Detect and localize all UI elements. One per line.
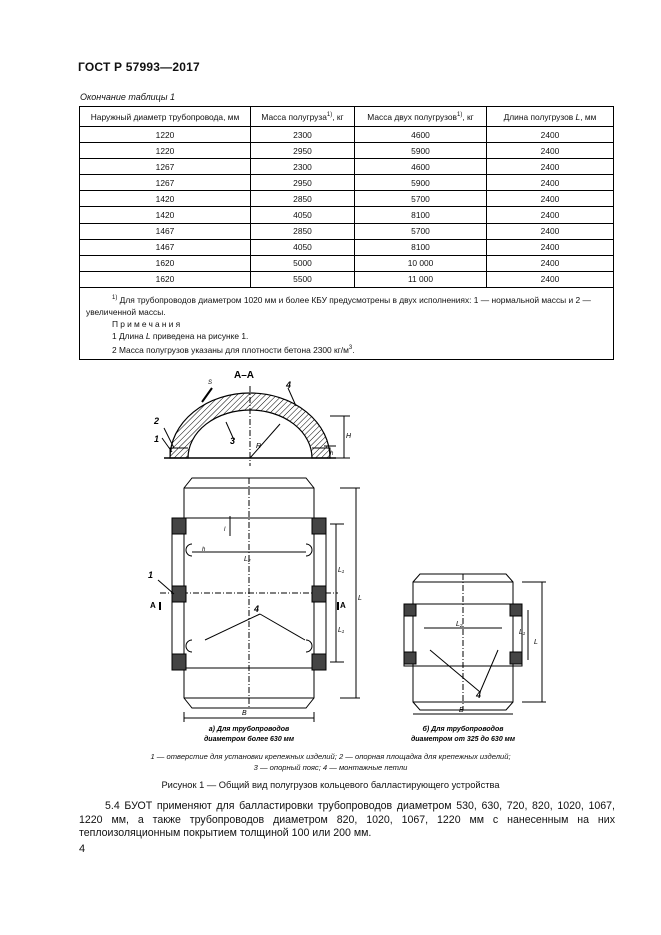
- callout-4-small: 4: [476, 690, 482, 700]
- legend-line-1: 1 — отверстие для установки крепежных изделий; 2 — опорная площадка для крепежных изделий;: [150, 752, 511, 761]
- dim-L1-large-a: L₁: [338, 567, 345, 574]
- table-cell: 1467: [80, 239, 251, 255]
- table-cell: 5900: [355, 175, 487, 191]
- table-cell: 1267: [80, 159, 251, 175]
- callout-4-plan: 4: [254, 604, 260, 614]
- dim-l-large: l: [224, 527, 226, 533]
- dim-L1-small: L₁: [519, 629, 526, 636]
- table-notes: [80, 287, 614, 359]
- table-cell: 5700: [355, 223, 487, 239]
- table-cell: 2400: [487, 191, 614, 207]
- dim-B-small: В: [459, 707, 464, 714]
- table-cell: 4600: [355, 127, 487, 143]
- col-header-length: Длина полугрузов L, мм: [487, 107, 614, 127]
- plan-view-small: [404, 574, 546, 714]
- plan-view-large: [158, 478, 360, 722]
- callout-1-top: 1: [154, 434, 160, 444]
- dim-L-small: L: [534, 639, 538, 646]
- table-cell: 1220: [80, 127, 251, 143]
- legend-line-2: 3 — опорный пояс; 4 — монтажные петли: [253, 763, 408, 772]
- table-cell: 1620: [80, 255, 251, 271]
- table-cell: 2400: [487, 239, 614, 255]
- table-cell: 2400: [487, 127, 614, 143]
- table-row: [80, 175, 614, 191]
- table-cell: 5500: [251, 271, 355, 287]
- note-2: 2 Масса полугрузов указаны для плотности бетона 2300 $кг/м^3$.: [112, 344, 355, 355]
- figure-legend: [0, 751, 661, 773]
- dim-h-section: h: [330, 451, 334, 457]
- table-cell: 2400: [487, 223, 614, 239]
- table-cell: 1220: [80, 143, 251, 159]
- dim-L2-large: L₂: [244, 556, 251, 563]
- table-cell: 2400: [487, 271, 614, 287]
- dim-H-section: Н: [346, 433, 352, 440]
- page-number: 4: [79, 843, 86, 855]
- figure-caption: Рисунок 1 — Общий вид полугрузов кольцевого балластирующего устройства: [161, 780, 500, 790]
- dim-B-large: В: [242, 710, 247, 717]
- table-cell: 8100: [355, 207, 487, 223]
- table-cell: 2850: [251, 191, 355, 207]
- table-cell: 8100: [355, 239, 487, 255]
- table-cell: 1420: [80, 207, 251, 223]
- table-cell: 1267: [80, 175, 251, 191]
- callout-4-top: 4: [286, 380, 292, 390]
- table-cell: 2400: [487, 255, 614, 271]
- table-row: [80, 191, 614, 207]
- table-row: [80, 271, 614, 287]
- figure-drawing: [130, 366, 550, 751]
- table-row: [80, 159, 614, 175]
- paragraph-5-4: 5.4 БУОТ применяют для балластировки трубопроводов диаметром 530, 630, 720, 820, 1020, 1067, 1220 мм, а также трубопроводов диаметром 820, 1020, 1067, 1220 мм с нанесенным на них теплоизоляционным покрытием толщиной 100 или 200 мм.: [79, 800, 615, 840]
- subcaption-b-line2: диаметром от 325 до 630 мм: [410, 736, 516, 743]
- notes-title: Примечания: [112, 318, 183, 329]
- dim-L2-small: L₂: [456, 621, 463, 628]
- arrow-label-left: А: [150, 601, 156, 610]
- table-footnote: $^{1)}$ Для трубопроводов диаметром 1020 мм и более КБУ предусмотрены в двух исполнениях: 1 — нормальной массы и 2 — увеличенной массы.: [86, 294, 591, 317]
- note-1: 1 Длина L приведена на рисунке 1.: [112, 330, 249, 341]
- table-cell: 4050: [251, 207, 355, 223]
- subcaption-a-line2: диаметром более 630 мм: [203, 736, 295, 743]
- table-row: [80, 143, 614, 159]
- table-caption: Окончание таблицы 1: [80, 92, 175, 102]
- table-header-row: [80, 107, 614, 127]
- table-cell: 4600: [355, 159, 487, 175]
- table-row: [80, 127, 614, 143]
- table-row: [80, 255, 614, 271]
- table-cell: 5900: [355, 143, 487, 159]
- subcaption-b-line1: б) Для трубопроводов: [422, 726, 504, 733]
- table-cell: 10 000: [355, 255, 487, 271]
- dim-L1-large-b: L₁: [338, 627, 345, 634]
- dim-h-large: h: [202, 547, 206, 553]
- table-cell: 2850: [251, 223, 355, 239]
- table-row: [80, 239, 614, 255]
- table-cell: 11 000: [355, 271, 487, 287]
- body-paragraph: [79, 800, 615, 841]
- section-view: [162, 386, 350, 466]
- section-label: А–А: [234, 370, 255, 381]
- document-header: ГОСТ Р 57993—2017: [78, 60, 200, 74]
- table-row: [80, 223, 614, 239]
- callout-3: 3: [230, 436, 236, 446]
- table-cell: 4050: [251, 239, 355, 255]
- table-cell: 5700: [355, 191, 487, 207]
- table-cell: 2400: [487, 143, 614, 159]
- dim-R: R: [256, 443, 262, 450]
- col-header-mass-two: Масса двух полугрузов$^{1)}$, кг: [355, 107, 487, 127]
- table-cell: 5000: [251, 255, 355, 271]
- table-cell: 1467: [80, 223, 251, 239]
- table-cell: 1420: [80, 191, 251, 207]
- table-row: [80, 207, 614, 223]
- data-table: [79, 106, 614, 360]
- arrow-label-right: А: [340, 601, 346, 610]
- table-cell: 2400: [487, 175, 614, 191]
- table-cell: 2300: [251, 127, 355, 143]
- subcaption-a-line1: а) Для трубопроводов: [208, 726, 290, 733]
- table-cell: 2400: [487, 207, 614, 223]
- dim-L-large: L: [358, 595, 362, 602]
- table-cell: 2400: [487, 159, 614, 175]
- callout-2-top: 2: [154, 416, 160, 426]
- table-cell: 2300: [251, 159, 355, 175]
- col-header-mass: Масса полугруза$^{1)}$, кг: [251, 107, 355, 127]
- dim-S-section: S: [208, 380, 213, 386]
- table-cell: 2950: [251, 175, 355, 191]
- callout-1-plan: 1: [148, 570, 154, 580]
- table-cell: 1620: [80, 271, 251, 287]
- table-cell: 2950: [251, 143, 355, 159]
- col-header-diameter: Наружный диаметр трубопровода, мм: [80, 107, 251, 127]
